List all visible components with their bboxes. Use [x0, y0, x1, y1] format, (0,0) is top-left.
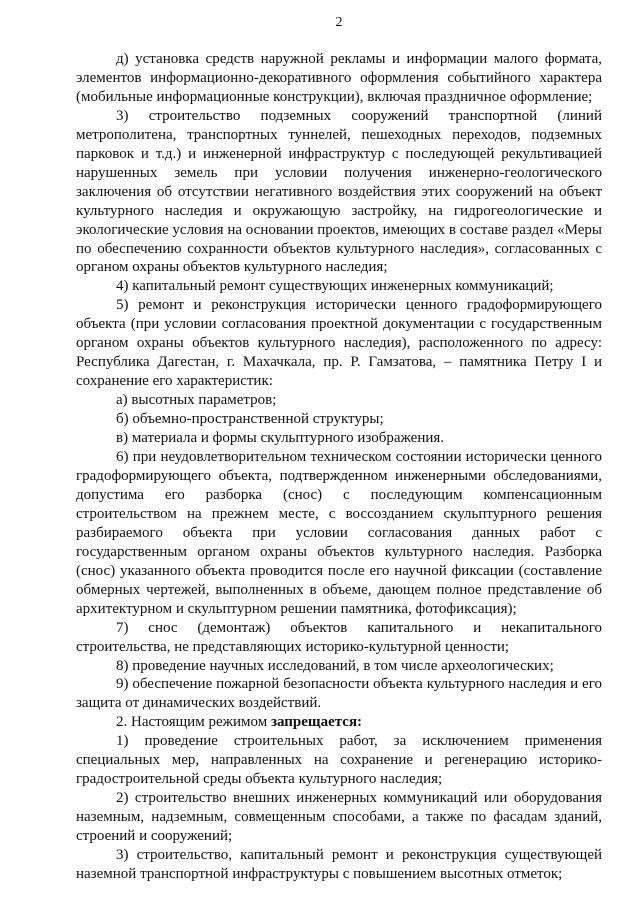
prohibition-item-1: 1) проведение строительных работ, за исключением применения специальных мер, направленных на сохранение и регенерацию историко-градостроительной среды объекта культурного наследия;	[76, 733, 602, 788]
prohibition-item-3: 3) строительство, капитальный ремонт и реконструкция существующей наземной транспортной инфраструктуры с повышением высотных отметок;	[76, 847, 602, 882]
paragraph-subitem-v: в) материала и формы скульптурного изображения.	[116, 430, 445, 447]
page-number: 2	[335, 15, 343, 30]
paragraph-item-6: 6) при неудовлетворительном техническом состоянии исторически ценного градоформирующего объекта, подтвержденном инженерными обследованиями, допустима его разборка (снос) с последующим компенсационным строительством на прежнем месте, с воссозданием скульптурного решения разбираемого объекта при условии согласования данных работ с государственным органом охраны объектов культурного наследия. Разборка (снос) указанного объекта проводится после его научной фиксации (составление обмерных чертежей, выполненных в объеме, дающем полное представление об архитектурном и скульптурном решении памятника, фотофиксация);	[76, 449, 602, 617]
paragraph-item-5: 5) ремонт и реконструкция исторически ценного градоформирующего объекта (при условии согласования проектной документации с государственным органом охраны объектов культурного наследия), расположенного по адресу: Республика Дагестан, г. Махачкала, пр. Р. Гамзатова, – памятника Петру I и сохранение его характеристик:	[76, 297, 602, 390]
section-2-lead: 2. Настоящим режимом	[116, 714, 271, 731]
prohibition-item-2: 2) строительство внешних инженерных коммуникаций или оборудования наземным, надземным, совмещенным способами, а также по фасадам зданий, строений и сооружений;	[76, 790, 602, 845]
paragraph-subitem-b: б) объемно-пространственной структуры;	[116, 411, 384, 428]
section-2-heading	[76, 713, 602, 732]
section-2-prohibited-label: запрещается:	[270, 714, 363, 731]
document-body	[76, 50, 602, 884]
paragraph-item-4: 4) капитальный ремонт существующих инженерных коммуникаций;	[116, 278, 554, 295]
paragraph-item-9: 9) обеспечение пожарной безопасности объекта культурного наследия и его защита от динамических воздействий.	[76, 676, 602, 712]
paragraph-item-8: 8) проведение научных исследований, в том числе археологических;	[116, 657, 554, 674]
paragraph-subitem-a: а) высотных параметров;	[116, 392, 277, 409]
paragraph-item-3: 3) строительство подземных сооружений транспортной (линий метрополитена, транспортных туннелей, пешеходных переходов, подземных парковок и т.д.) и инженерной инфраструктур с последующей рекультивацией нарушенных земель при условии получения инженерно-геологического заключения об отсутствии негативного воздействия этих сооружений на объект культурного наследия и окружающую застройку, на гидрогеологические и экологические условия на основании проектов, имеющих в составе раздел «Меры по обеспечению сохранности объектов культурного наследия», согласованных с органом охраны объектов культурного наследия;	[76, 107, 602, 276]
paragraph-item-7: 7) снос (демонтаж) объектов капитального и некапитального строительства, не представляющих историко-культурной ценности;	[76, 619, 602, 655]
paragraph-item-d: д) установка средств наружной рекламы и информации малого формата, элементов информационно-декоративного оформления событийного характера (мобильные информационные конструкции), включая праздничное оформление;	[76, 51, 602, 105]
